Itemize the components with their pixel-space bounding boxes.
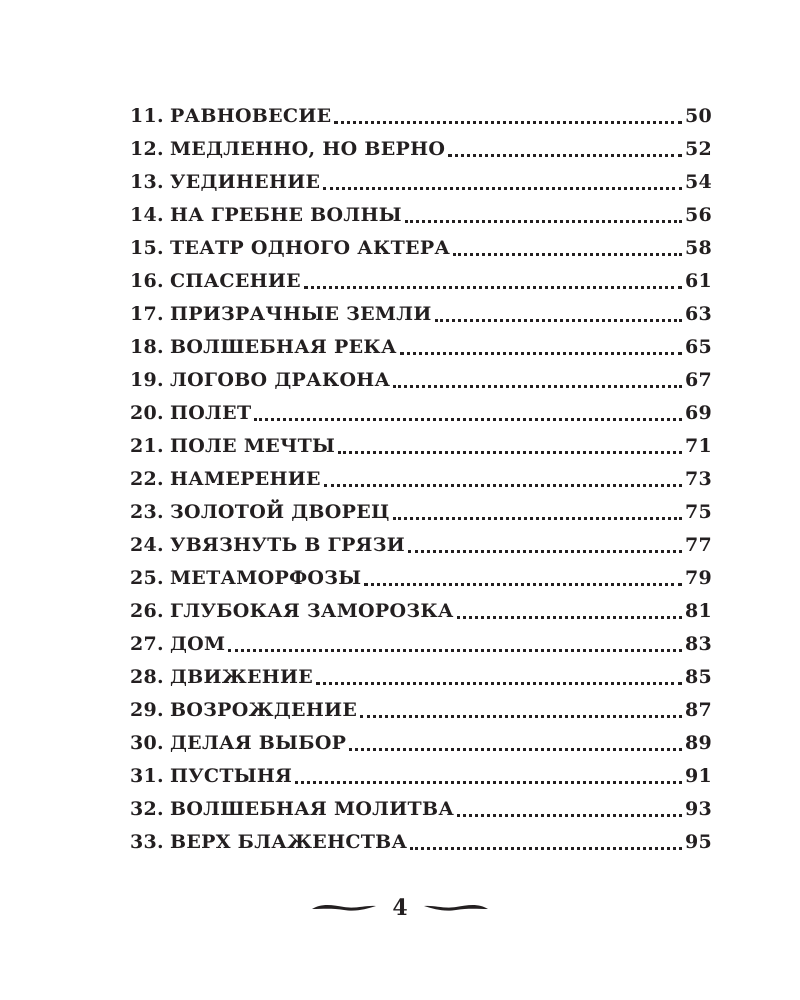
dot-leader [448,154,682,157]
toc-entry-title: УЕДИНЕНИЕ [169,171,321,193]
toc-entry [130,727,712,760]
toc-entry-label [130,265,301,298]
dot-leader [254,418,682,421]
toc-entry-number: 16. [130,270,164,292]
toc-entry-number: 31. [130,765,164,787]
toc-entry-title: ПУСТЫНЯ [169,765,293,787]
toc-entry-page: 83 [684,633,712,655]
toc-entry-number: 33. [130,831,164,853]
toc-entry-label [130,793,454,826]
toc-entry-page: 87 [684,699,712,721]
page-number: 4 [392,895,408,921]
toc-entry-number: 28. [130,666,164,688]
toc-entry [130,463,712,496]
dot-leader [453,253,682,256]
dot-leader [435,319,682,322]
toc-entry-title: ВОЛШЕБНАЯ РЕКА [169,336,397,358]
toc-entry-page: 54 [684,171,712,193]
toc-entry-page: 65 [684,336,712,358]
toc-entry [130,397,712,430]
dot-leader [364,583,682,586]
toc-entry-number: 11. [130,105,164,127]
toc-entry-label [130,727,346,760]
dot-leader [410,847,682,850]
dot-leader [405,220,682,223]
toc-entry-title: ВОЗРОЖДЕНИЕ [169,699,358,721]
toc-entry [130,298,712,331]
toc-entry-title: НА ГРЕБНЕ ВОЛНЫ [169,204,402,226]
toc-entry-label [130,595,454,628]
dot-leader [393,385,682,388]
table-of-contents [130,100,712,859]
toc-entry-page: 75 [684,501,712,523]
dot-leader [338,451,682,454]
toc-entry-number: 20. [130,402,164,424]
toc-entry-label [130,826,407,859]
toc-entry [130,100,712,133]
toc-entry [130,661,712,694]
toc-entry-title: РАВНОВЕСИЕ [169,105,332,127]
toc-entry [130,331,712,364]
toc-entry-page: 89 [684,732,712,754]
toc-entry-label [130,529,405,562]
dot-leader [316,682,682,685]
toc-entry-page: 52 [684,138,712,160]
dot-leader [360,715,682,718]
toc-entry-label [130,562,361,595]
toc-entry-label [130,133,445,166]
toc-entry-title: МЕТАМОРФОЗЫ [169,567,362,589]
toc-entry-number: 22. [130,468,164,490]
toc-entry-number: 26. [130,600,164,622]
toc-entry-title: ДОМ [169,633,226,655]
toc-entry-title: НАМЕРЕНИЕ [169,468,321,490]
dot-leader [323,187,682,190]
toc-entry-number: 30. [130,732,164,754]
toc-entry-label [130,397,251,430]
toc-entry-number: 13. [130,171,164,193]
page-footer [0,895,800,921]
toc-entry-title: ПОЛЕ МЕЧТЫ [169,435,336,457]
toc-entry-page: 63 [684,303,712,325]
toc-entry-page: 56 [684,204,712,226]
toc-entry-title: ВОЛШЕБНАЯ МОЛИТВА [169,798,455,820]
toc-entry-page: 73 [684,468,712,490]
toc-entry-title: ТЕАТР ОДНОГО АКТЕРА [169,237,451,259]
toc-entry-page: 50 [684,105,712,127]
toc-entry-label [130,430,335,463]
dot-leader [324,484,682,487]
toc-entry-title: ПРИЗРАЧНЫЕ ЗЕМЛИ [169,303,432,325]
dot-leader [393,517,682,520]
toc-entry-label [130,463,321,496]
dot-leader [334,121,682,124]
toc-entry-label [130,199,402,232]
toc-entry [130,529,712,562]
toc-entry [130,166,712,199]
toc-entry-label [130,628,225,661]
toc-entry-number: 15. [130,237,164,259]
right-flourish-icon [422,901,490,915]
toc-entry-title: ЗОЛОТОЙ ДВОРЕЦ [169,501,390,523]
toc-entry-number: 17. [130,303,164,325]
toc-entry-page: 79 [684,567,712,589]
toc-entry [130,133,712,166]
toc-entry-title: УВЯЗНУТЬ В ГРЯЗИ [169,534,405,556]
toc-entry-page: 93 [684,798,712,820]
toc-entry-title: ПОЛЕТ [169,402,252,424]
dot-leader [400,352,682,355]
toc-entry [130,232,712,265]
toc-entry-title: ГЛУБОКАЯ ЗАМОРОЗКА [169,600,454,622]
toc-entry [130,628,712,661]
toc-entry-number: 27. [130,633,164,655]
toc-entry-page: 71 [684,435,712,457]
toc-entry [130,496,712,529]
toc-entry-title: МЕДЛЕННО, НО ВЕРНО [169,138,446,160]
left-flourish-icon [310,901,378,915]
dot-leader [457,814,682,817]
toc-entry-number: 32. [130,798,164,820]
toc-entry [130,562,712,595]
dot-leader [349,748,682,751]
toc-entry-number: 25. [130,567,164,589]
toc-entry-page: 69 [684,402,712,424]
toc-entry [130,760,712,793]
dot-leader [295,781,682,784]
dot-leader [457,616,682,619]
toc-entry-label [130,166,320,199]
toc-entry-label [130,100,331,133]
toc-entry-page: 85 [684,666,712,688]
toc-entry-page: 58 [684,237,712,259]
toc-entry [130,199,712,232]
toc-entry [130,595,712,628]
toc-entry-title: ЛОГОВО ДРАКОНА [169,369,391,391]
toc-entry-label [130,232,450,265]
toc-entry [130,793,712,826]
toc-entry-number: 14. [130,204,164,226]
toc-entry-number: 21. [130,435,164,457]
dot-leader [228,649,682,652]
toc-entry [130,826,712,859]
toc-entry-title: ВЕРХ БЛАЖЕНСТВА [169,831,408,853]
toc-entry-page: 95 [684,831,712,853]
toc-entry-page: 77 [684,534,712,556]
toc-entry-label [130,496,390,529]
toc-entry-title: ДЕЛАЯ ВЫБОР [169,732,347,754]
toc-entry-title: СПАСЕНИЕ [169,270,301,292]
toc-entry-page: 67 [684,369,712,391]
toc-entry-number: 19. [130,369,164,391]
toc-entry-number: 24. [130,534,164,556]
toc-entry-label [130,760,292,793]
dot-leader [304,286,682,289]
toc-entry-title: ДВИЖЕНИЕ [169,666,314,688]
toc-entry-label [130,331,397,364]
toc-entry-number: 18. [130,336,164,358]
toc-entry [130,364,712,397]
toc-entry-label [130,694,357,727]
toc-entry-label [130,661,313,694]
toc-entry-label [130,298,432,331]
toc-entry-page: 81 [684,600,712,622]
toc-entry-number: 29. [130,699,164,721]
toc-entry-label [130,364,390,397]
toc-list [130,100,712,859]
toc-entry [130,265,712,298]
toc-entry-page: 61 [684,270,712,292]
dot-leader [408,550,682,553]
toc-entry-number: 23. [130,501,164,523]
toc-entry-page: 91 [684,765,712,787]
toc-entry [130,430,712,463]
toc-entry [130,694,712,727]
toc-entry-number: 12. [130,138,164,160]
